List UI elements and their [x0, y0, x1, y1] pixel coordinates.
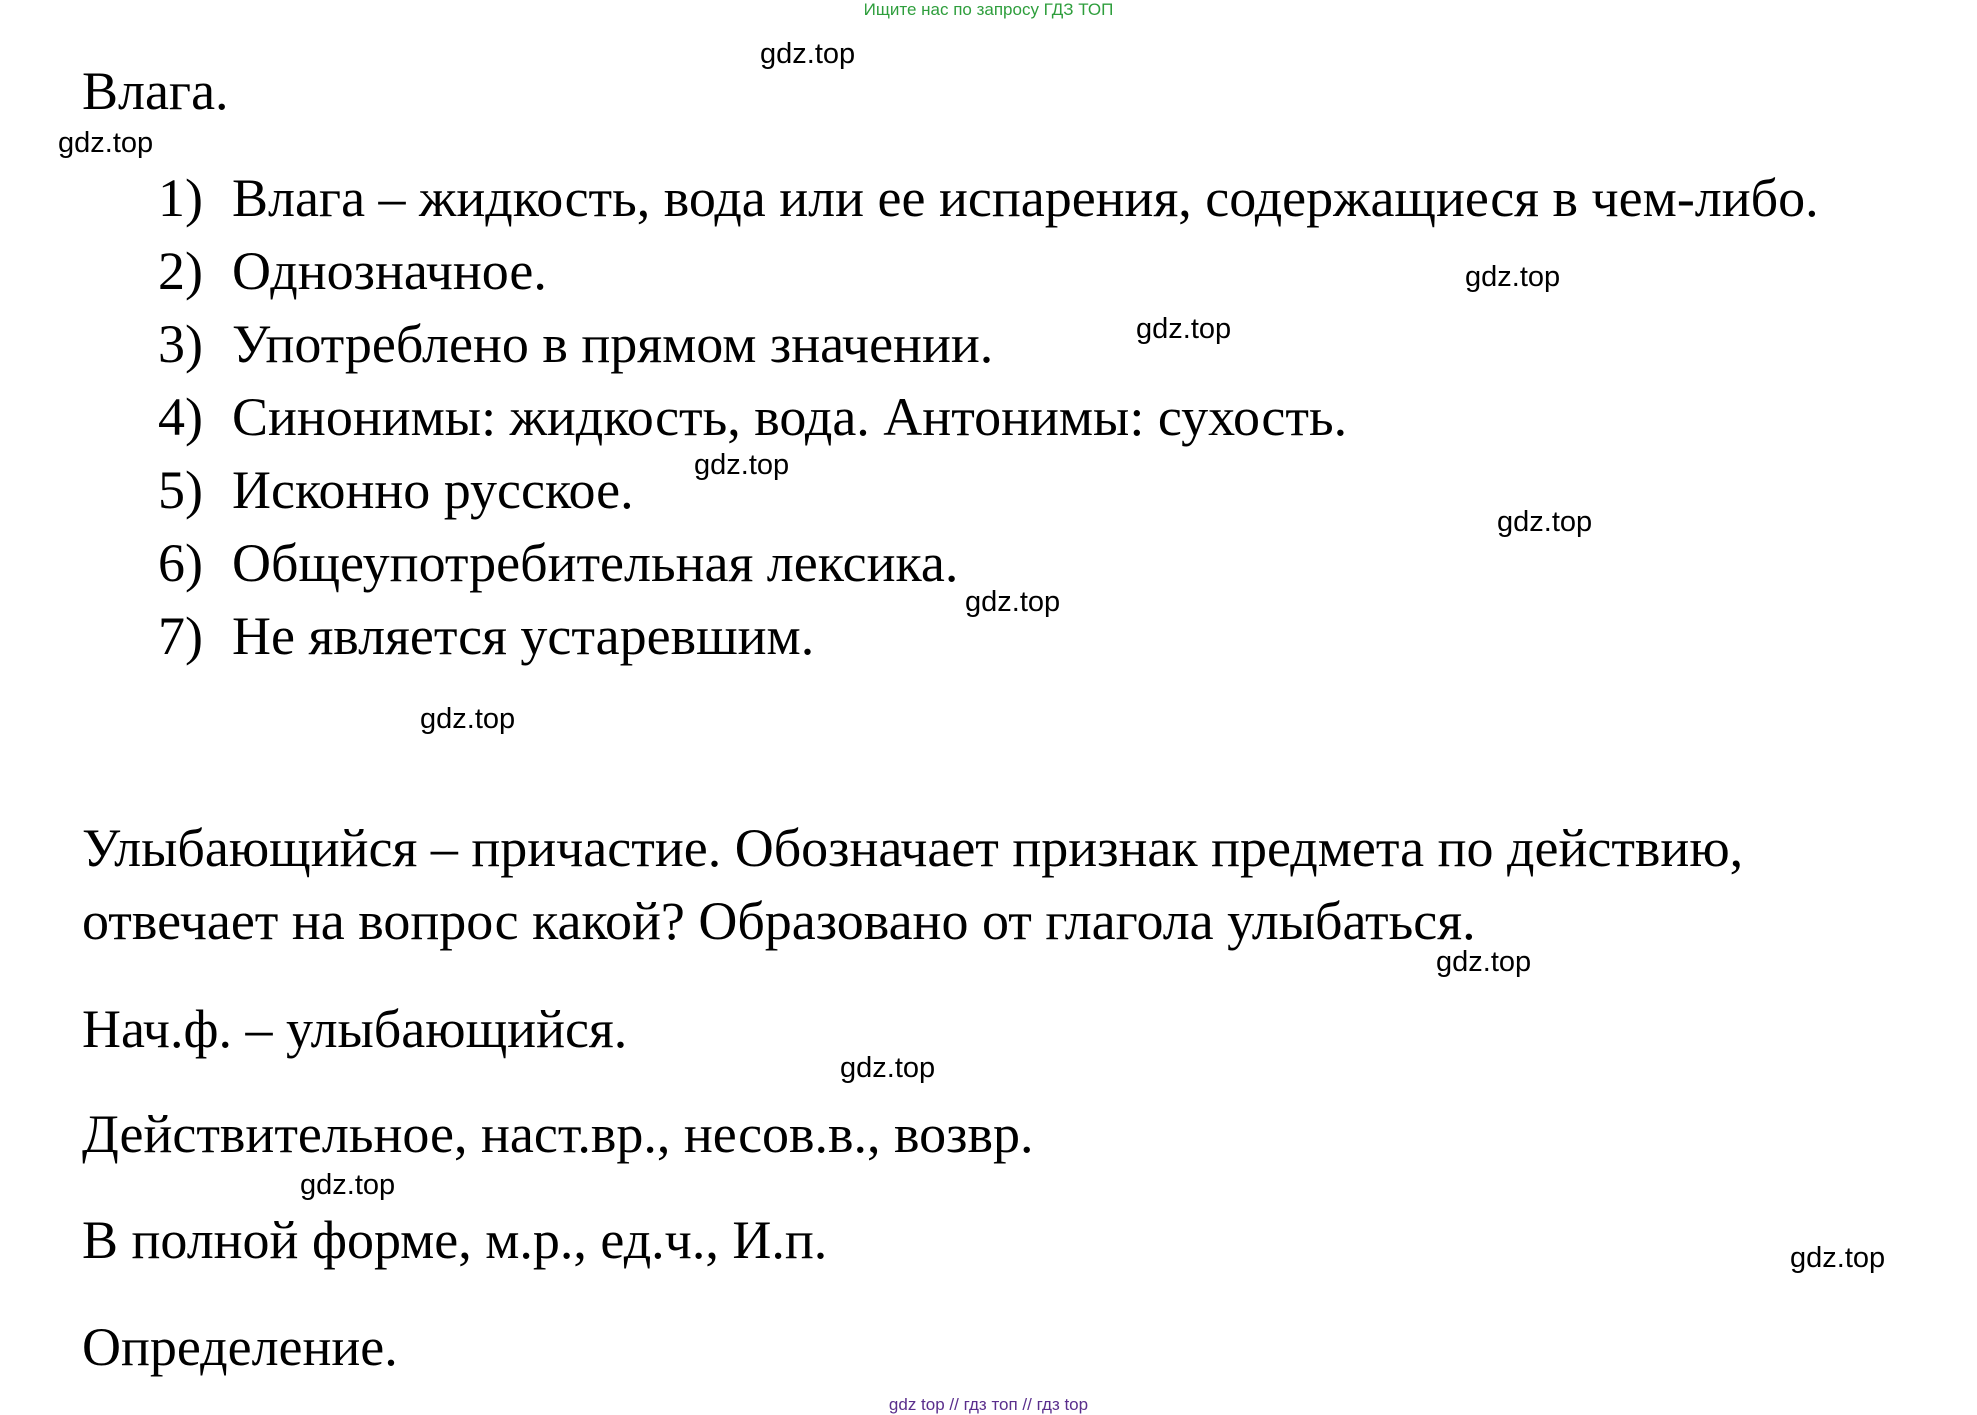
- list-number: 5): [158, 460, 203, 520]
- list-text: Синонимы: жидкость, вода. Антонимы: сухость.: [232, 387, 1348, 447]
- list-text: Исконно русское.: [232, 460, 634, 520]
- list-number: 2): [158, 241, 203, 301]
- list-number: 4): [158, 387, 203, 447]
- text-line: Действительное, наст.вр., несов.в., возвр.: [82, 1104, 1034, 1164]
- list-text: Влага – жидкость, вода или ее испарения, содержащиеся в чем-либо.: [232, 168, 1819, 228]
- page-title: Влага.: [82, 61, 229, 121]
- list-item: [158, 387, 1819, 463]
- text-line: Определение.: [82, 1317, 398, 1377]
- paragraph-line: отвечает на вопрос какой? Образовано от глагола улыбаться.: [82, 891, 1476, 951]
- list-text: Не является устаревшим.: [232, 606, 815, 666]
- list-item: [158, 314, 1819, 390]
- watermark: gdz.top: [694, 449, 790, 481]
- watermark: gdz.top: [58, 127, 154, 159]
- watermark: gdz.top: [1790, 1242, 1886, 1274]
- watermark: gdz.top: [1136, 313, 1232, 345]
- list-item: [158, 168, 1819, 244]
- watermark: gdz.top: [760, 38, 856, 70]
- list-number: 3): [158, 314, 203, 374]
- list-text: Однозначное.: [232, 241, 547, 301]
- list-number: 7): [158, 606, 203, 666]
- watermark: gdz.top: [965, 586, 1061, 618]
- list-item: [158, 241, 1819, 317]
- watermark: gdz.top: [1465, 261, 1561, 293]
- bottom-banner: gdz top // гдз топ // гдз top: [888, 1395, 1089, 1414]
- top-banner: Ищите нас по запросу ГДЗ ТОП: [863, 0, 1114, 19]
- watermark: gdz.top: [1497, 506, 1593, 538]
- paragraph-line: Улыбающийся – причастие. Обозначает признак предмета по действию,: [82, 818, 1744, 878]
- text-line: В полной форме, м.р., ед.ч., И.п.: [82, 1210, 828, 1270]
- list-text: Употреблено в прямом значении.: [232, 314, 994, 374]
- watermark: gdz.top: [420, 703, 516, 735]
- list-number: 1): [158, 168, 203, 228]
- text-line: Нач.ф. – улыбающийся.: [82, 999, 628, 1059]
- list-number: 6): [158, 533, 203, 593]
- watermark: gdz.top: [300, 1169, 396, 1201]
- watermark: gdz.top: [840, 1052, 936, 1084]
- list-item: [158, 606, 1819, 682]
- watermark: gdz.top: [1436, 946, 1532, 978]
- list-text: Общеупотребительная лексика.: [232, 533, 959, 593]
